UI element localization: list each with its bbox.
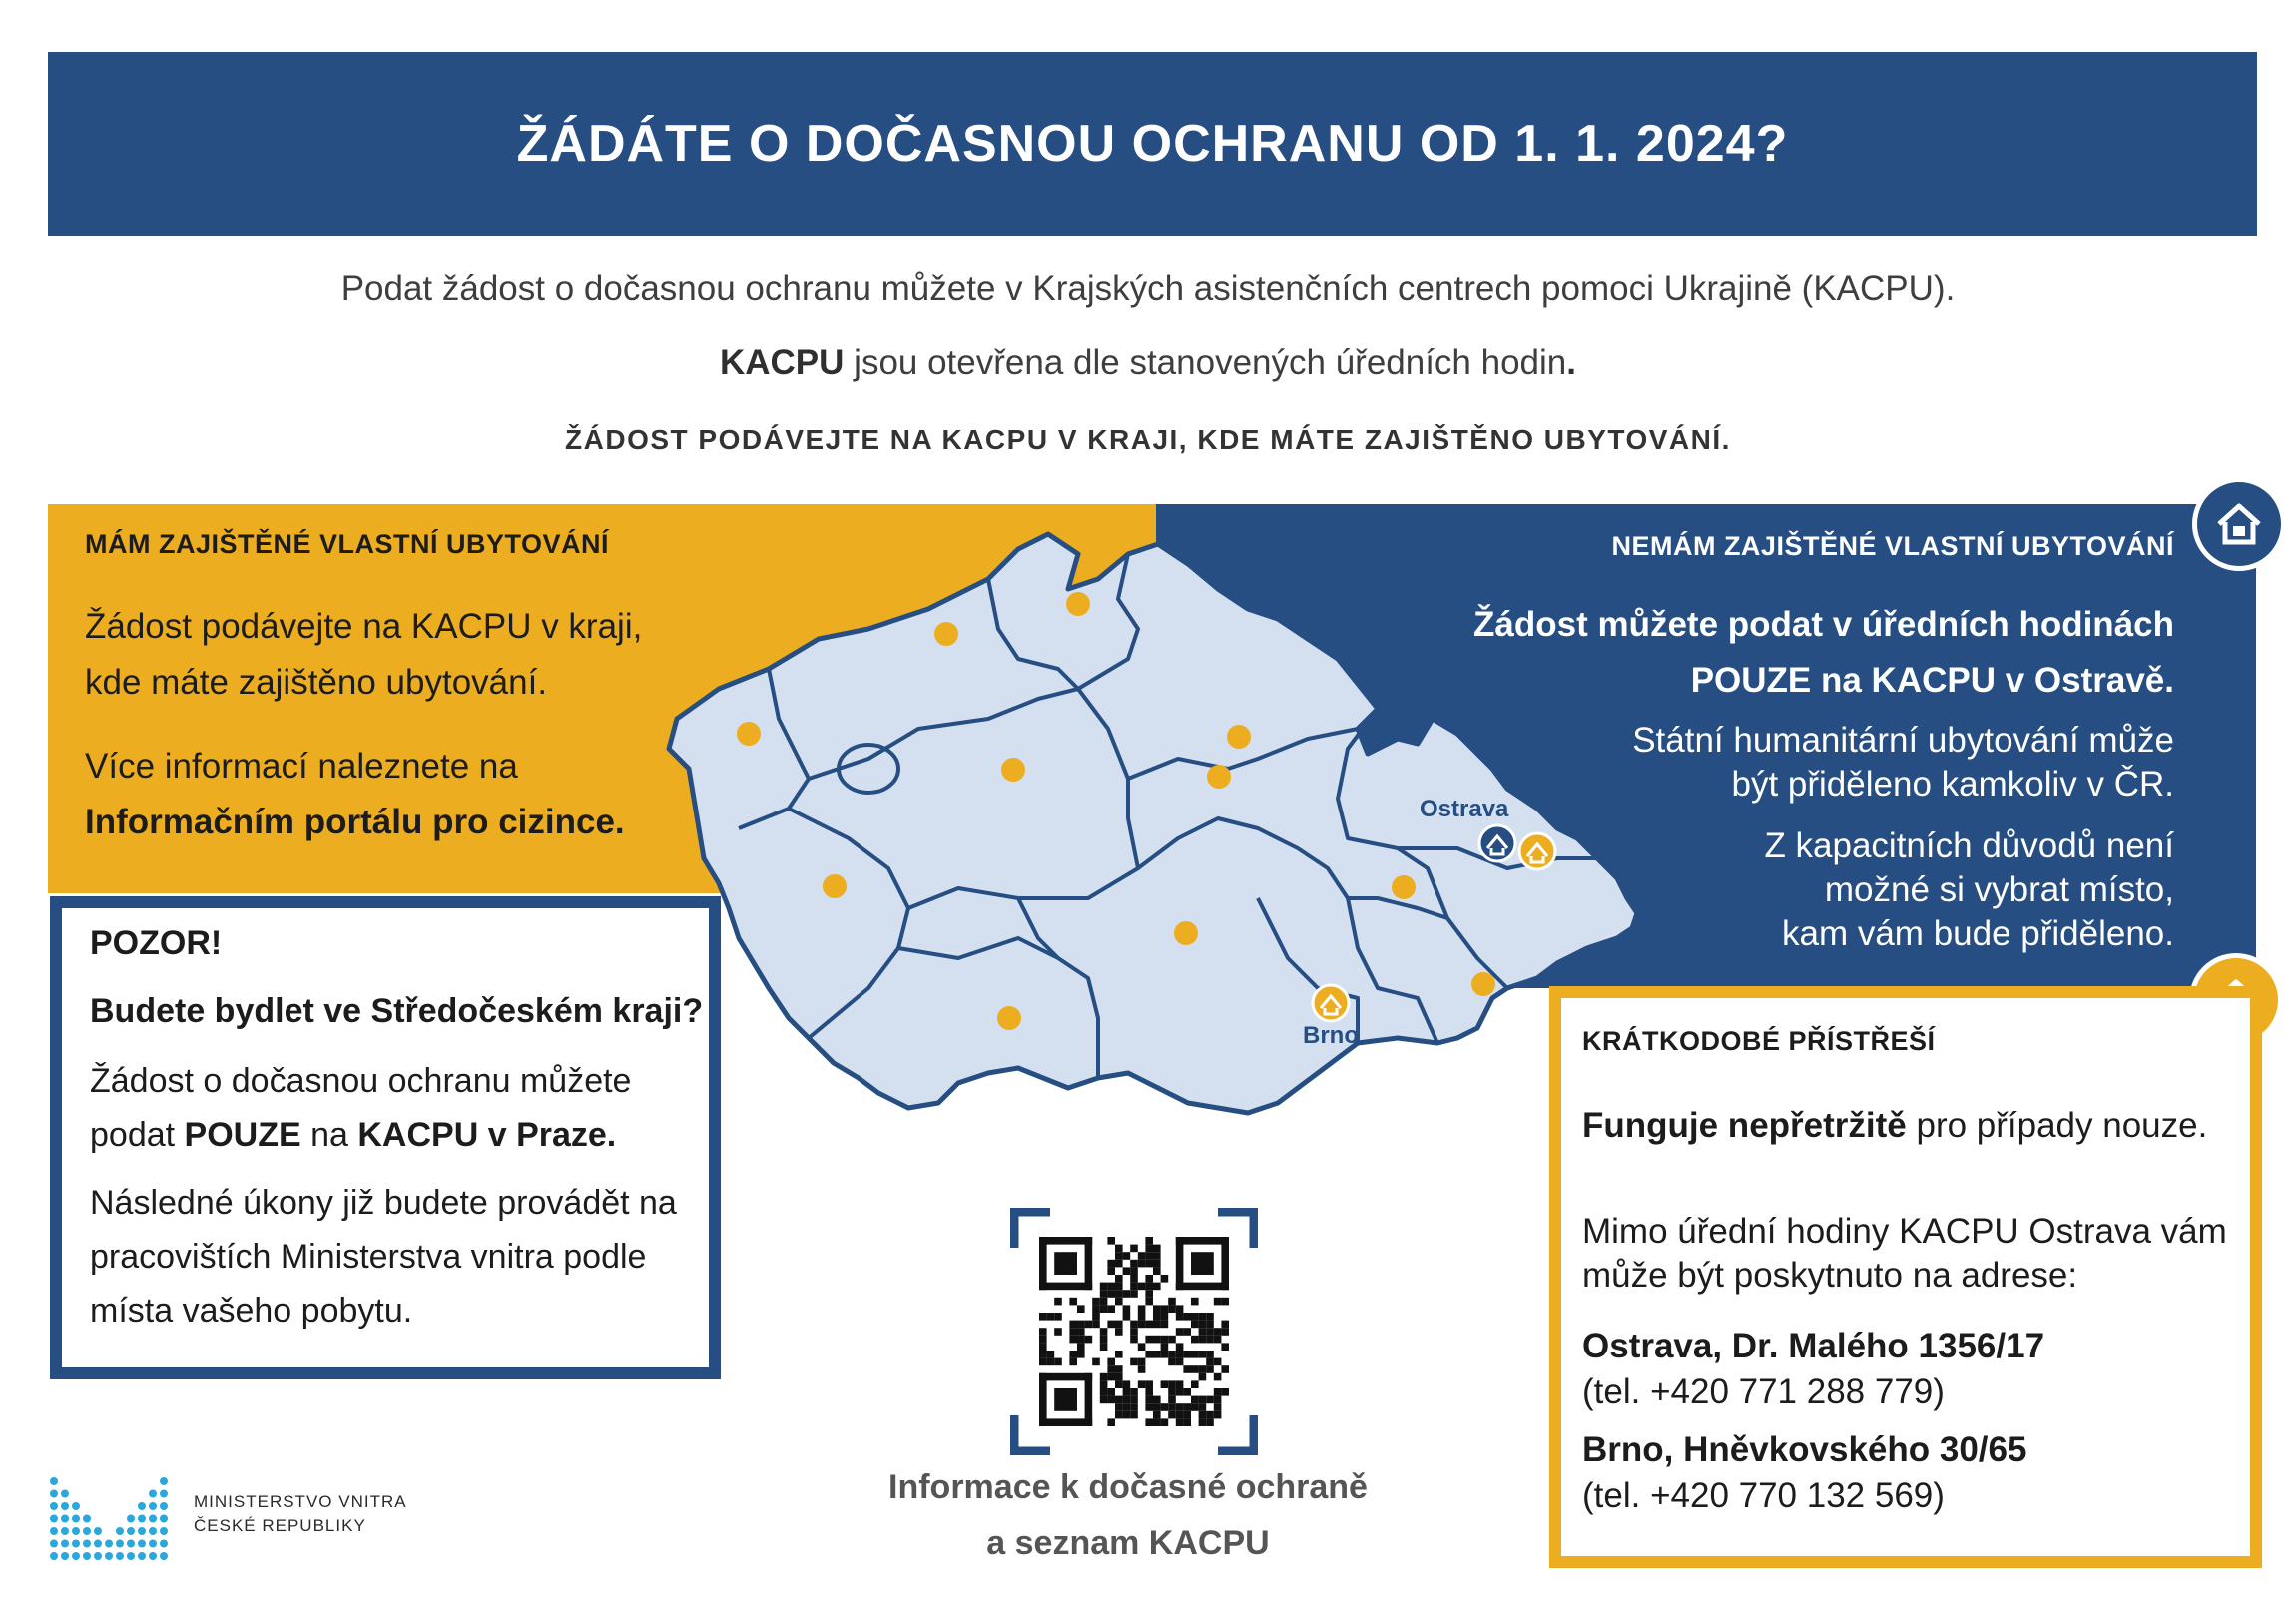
own-accommodation-heading: MÁM ZAJIŠTĚNÉ VLASTNÍ UBYTOVÁNÍ xyxy=(85,529,610,559)
no-own-accommodation-heading: NEMÁM ZAJIŠTĚNÉ VLASTNÍ UBYTOVÁNÍ xyxy=(1611,531,2174,561)
logo-dot xyxy=(160,1490,168,1498)
shelter-nonstop: Funguje nepřetržitě xyxy=(1582,1106,1907,1145)
qr-caption-line-2: a seznam KACPU xyxy=(986,1524,1270,1562)
qr-caption-line-1: Informace k dočasné ochraně xyxy=(888,1468,1368,1506)
ministry-logo xyxy=(48,1452,178,1562)
czech-regions-map xyxy=(659,519,1667,1138)
pozor-text-2: Následné úkony již budete provádět na pracovištích Ministerstva vnitra podle místa vašeho pobytu. xyxy=(90,1184,677,1330)
qr-code-graphic xyxy=(1010,1208,1258,1455)
logo-dot xyxy=(72,1515,80,1523)
logo-dot xyxy=(72,1552,80,1560)
phone-ostrava[interactable]: (tel. +420 771 288 779) xyxy=(1582,1372,1945,1411)
note2-line-2: možné si vybrat místo, xyxy=(1824,870,2174,909)
logo-dot xyxy=(160,1515,168,1523)
logo-dot xyxy=(160,1502,168,1510)
intro-line-1: Podat žádost o dočasnou ochranu můžete v Krajských asistenčních centrech pomoci Ukrajině (KACPU). xyxy=(340,270,1956,308)
logo-dot xyxy=(149,1527,157,1535)
logo-dot xyxy=(50,1527,58,1535)
logo-dot xyxy=(50,1502,58,1510)
logo-dot xyxy=(83,1527,91,1535)
logo-dot xyxy=(61,1540,69,1548)
note2-line-1: Z kapacitních důvodů není xyxy=(1764,826,2174,865)
intro-line-3: ŽÁDOST PODÁVEJTE NA KACPU V KRAJI, KDE MÁTE ZAJIŠTĚNO UBYTOVÁNÍ. xyxy=(565,424,1731,455)
logo-dot xyxy=(149,1552,157,1560)
intro-period: . xyxy=(1566,343,1576,382)
logo-dot xyxy=(138,1502,146,1510)
logo-dot xyxy=(94,1552,102,1560)
logo-dot xyxy=(105,1552,113,1560)
logo-dot xyxy=(149,1490,157,1498)
phone-brno[interactable]: (tel. +420 770 132 569) xyxy=(1582,1476,1945,1515)
shelter-text-1 xyxy=(1582,1106,2207,1146)
accommodation-icon xyxy=(2192,477,2286,571)
logo-dot xyxy=(61,1552,69,1560)
intro-hours: jsou otevřena dle stanovených úředních hodin xyxy=(844,343,1567,382)
logo-dot xyxy=(149,1502,157,1510)
country-outline xyxy=(669,534,1637,1113)
logo-dot xyxy=(72,1540,80,1548)
header-banner xyxy=(48,52,2257,236)
accommodation-icon xyxy=(1479,825,1515,861)
info-portal-link[interactable]: Informačním portálu pro cizince. xyxy=(85,803,625,841)
pozor-question: Budete bydlet ve Středočeském kraji? xyxy=(90,992,704,1030)
logo-dot xyxy=(116,1527,124,1535)
logo-dot xyxy=(105,1540,113,1548)
page-title: ŽÁDÁTE O DOČASNOU OCHRANU OD 1. 1. 2024? xyxy=(516,115,1789,173)
label-ostrava: Ostrava xyxy=(1420,796,1509,822)
qr-caption xyxy=(829,1459,1428,1571)
shelter-address-brno xyxy=(1582,1427,2026,1519)
own-accommodation-text: Žádost podávejte na KACPU v kraji, kde máte zajištěno ubytování. xyxy=(85,607,643,702)
location-dot-icon xyxy=(1471,972,1495,996)
location-dot-icon xyxy=(934,622,958,646)
intro-line-2 xyxy=(0,343,2296,383)
address-ostrava: Ostrava, Dr. Malého 1356/17 xyxy=(1582,1327,2045,1365)
logo-dot xyxy=(83,1552,91,1560)
location-dot-icon xyxy=(737,722,761,746)
logo-dot xyxy=(116,1540,124,1548)
shelter-address-ostrava xyxy=(1582,1324,2044,1415)
logo-dot xyxy=(61,1527,69,1535)
logo-dot xyxy=(138,1552,146,1560)
logo-dot xyxy=(138,1527,146,1535)
logo-dot xyxy=(138,1540,146,1548)
logo-dot xyxy=(61,1502,69,1510)
logo-dot xyxy=(50,1552,58,1560)
logo-dot xyxy=(160,1540,168,1548)
location-dot-icon xyxy=(1001,758,1025,782)
label-brno: Brno xyxy=(1303,1022,1359,1049)
logo-dot xyxy=(61,1490,69,1498)
logo-dot xyxy=(50,1477,58,1485)
logo-dot xyxy=(160,1477,168,1485)
shelter-emergency: pro případy nouze. xyxy=(1906,1106,2208,1145)
logo-dot xyxy=(72,1502,80,1510)
logo-dot xyxy=(160,1527,168,1535)
logo-dot xyxy=(72,1527,80,1535)
no-own-line-1: Žádost můžete podat v úředních hodinách xyxy=(1473,605,2174,644)
map-country xyxy=(669,534,1637,1113)
ministry-name-line-2: ČESKÉ REPUBLIKY xyxy=(194,1516,366,1535)
pozor-p1-na: na xyxy=(300,1116,358,1154)
logo-dot xyxy=(127,1515,135,1523)
note1-line-1: Státní humanitární ubytování může xyxy=(1632,721,2174,760)
qr-code[interactable] xyxy=(1010,1208,1258,1455)
logo-dot xyxy=(61,1515,69,1523)
shelter-text-2: Mimo úřední hodiny KACPU Ostrava vám může být poskytnuto na adrese: xyxy=(1582,1212,2227,1295)
own-accommodation-info xyxy=(85,739,704,850)
logo-dot xyxy=(94,1527,102,1535)
location-dot-icon xyxy=(997,1006,1021,1030)
logo-dot xyxy=(50,1515,58,1523)
note1-line-2: být přiděleno kamkoliv v ČR. xyxy=(1731,765,2174,804)
ministry-name-line-1: MINISTERSTVO VNITRA xyxy=(194,1492,407,1511)
location-dot-icon xyxy=(1066,592,1090,616)
address-brno: Brno, Hněvkovského 30/65 xyxy=(1582,1430,2027,1469)
own-info-text: Více informací naleznete na xyxy=(85,747,518,786)
logo-dot xyxy=(127,1540,135,1548)
shelter-heading: KRÁTKODOBÉ PŘÍSTŘEŠÍ xyxy=(1582,1026,1936,1056)
logo-dot xyxy=(116,1552,124,1560)
location-dot-icon xyxy=(1207,765,1231,789)
logo-dot xyxy=(138,1515,146,1523)
pozor-kacpu-praha: KACPU v Praze. xyxy=(357,1116,617,1154)
house-icon xyxy=(2213,498,2265,550)
pozor-text-1 xyxy=(90,1054,689,1162)
location-dot-icon xyxy=(1392,875,1416,899)
shelter-icon xyxy=(1519,833,1555,869)
logo-dot xyxy=(50,1540,58,1548)
brno-marker xyxy=(1313,985,1349,1021)
logo-dot xyxy=(160,1552,168,1560)
pozor-p1-part: Žádost o dočasnou ochranu můžete podat xyxy=(90,1062,632,1154)
logo-dot xyxy=(149,1540,157,1548)
location-dot-icon xyxy=(1174,921,1198,945)
logo-dot xyxy=(127,1552,135,1560)
location-dot-icon xyxy=(1227,725,1251,749)
pozor-only: POUZE xyxy=(184,1116,301,1154)
logo-dot xyxy=(149,1515,157,1523)
ministry-name xyxy=(194,1490,407,1538)
logo-dot xyxy=(83,1540,91,1548)
logo-dot xyxy=(83,1515,91,1523)
pozor-title: POZOR! xyxy=(90,924,223,962)
note2-line-3: kam vám bude přiděleno. xyxy=(1782,914,2174,953)
logo-dot xyxy=(50,1490,58,1498)
logo-dot xyxy=(127,1527,135,1535)
no-own-line-2: POUZE na KACPU v Ostravě. xyxy=(1690,661,2174,700)
location-dot-icon xyxy=(823,874,847,898)
intro-kacpu: KACPU xyxy=(719,343,845,382)
shelter-icon xyxy=(1313,985,1349,1021)
logo-dot xyxy=(94,1540,102,1548)
